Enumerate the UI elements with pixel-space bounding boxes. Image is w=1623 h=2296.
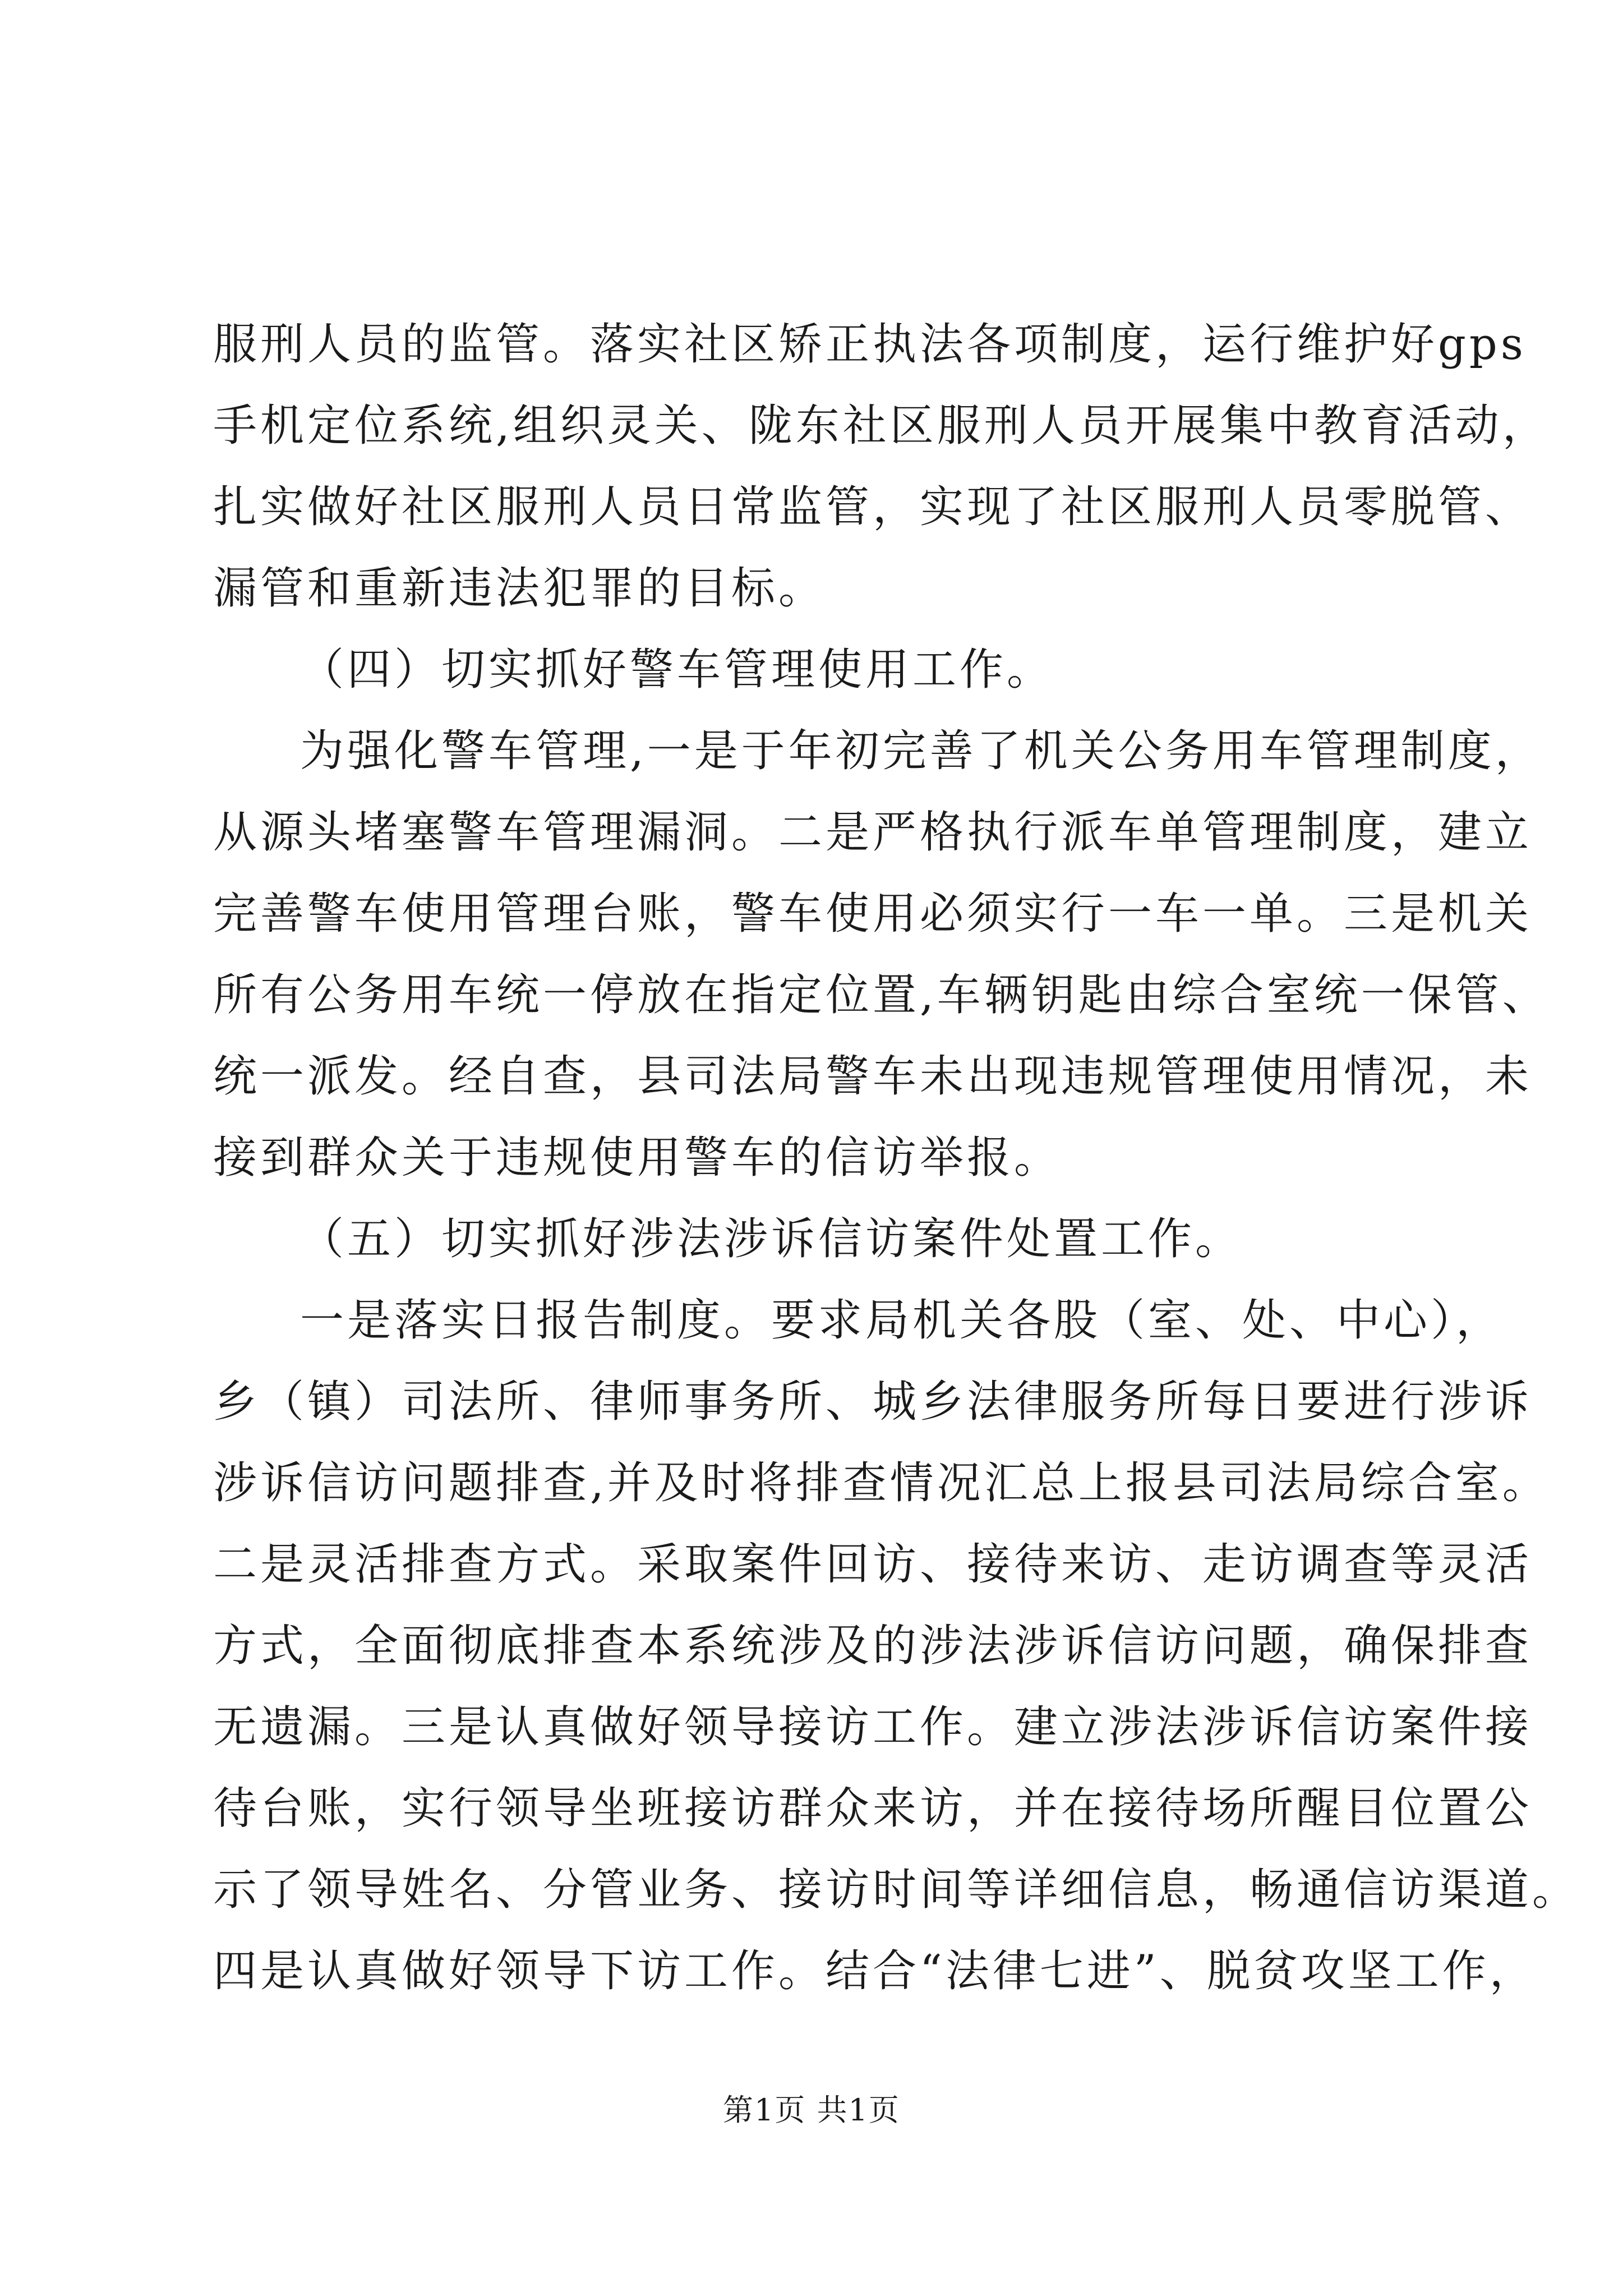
body-line: 接到群众关于违规使用警车的信访举报。 [213, 1133, 1062, 1183]
body-line: 二是灵活排查方式。采取案件回访、接待来访、走访调查等灵活 [213, 1539, 1533, 1590]
body-line: 待台账，实行领导坐班接访群众来访，并在接待场所醒目位置公 [213, 1783, 1533, 1834]
body-line: 示了领导姓名、分管业务、接访时间等详细信息，畅通信访渠道。 [213, 1865, 1580, 1915]
body-line: 统一派发。经自查，县司法局警车未出现违规管理使用情况，未 [213, 1051, 1533, 1102]
body-line: 四是认真做好领导下访工作。结合“法律七进”、脱贫攻坚工作， [213, 1946, 1537, 1996]
body-line: 手机定位系统,组织灵关、陇东社区服刑人员开展集中教育活动， [213, 401, 1550, 451]
body-line: 无遗漏。三是认真做好领导接访工作。建立涉法涉诉信访案件接 [213, 1702, 1533, 1752]
page-number-footer: 第1页 共1页 [723, 2092, 900, 2128]
body-line: 方式，全面彻底排查本系统涉及的涉法涉诉信访问题，确保排查 [213, 1621, 1533, 1671]
body-line: 从源头堵塞警车管理漏洞。二是严格执行派车单管理制度，建立 [213, 807, 1533, 858]
body-line: 漏管和重新违法犯罪的目标。 [213, 563, 826, 614]
body-line: 一是落实日报告制度。要求局机关各股（室、处、中心）， [300, 1295, 1504, 1346]
body-line: 完善警车使用管理台账，警车使用必须实行一车一单。三是机关 [213, 889, 1533, 939]
section-heading: （五）切实抓好涉法涉诉信访案件处置工作。 [300, 1214, 1243, 1264]
body-line: 为强化警车管理,一是于年初完善了机关公务用车管理制度， [300, 726, 1542, 776]
body-line: 服刑人员的监管。落实社区矫正执法各项制度，运行维护好gps [213, 319, 1527, 370]
body-line: 乡（镇）司法所、律师事务所、城乡法律服务所每日要进行涉诉 [213, 1377, 1533, 1427]
body-line: 涉诉信访问题排查,并及时将排查情况汇总上报县司法局综合室。 [213, 1458, 1550, 1508]
body-line: 所有公务用车统一停放在指定位置,车辆钥匙由综合室统一保管、 [213, 970, 1550, 1020]
body-line: 扎实做好社区服刑人员日常监管，实现了社区服刑人员零脱管、 [213, 482, 1533, 532]
section-heading: （四）切实抓好警车管理使用工作。 [300, 645, 1054, 695]
